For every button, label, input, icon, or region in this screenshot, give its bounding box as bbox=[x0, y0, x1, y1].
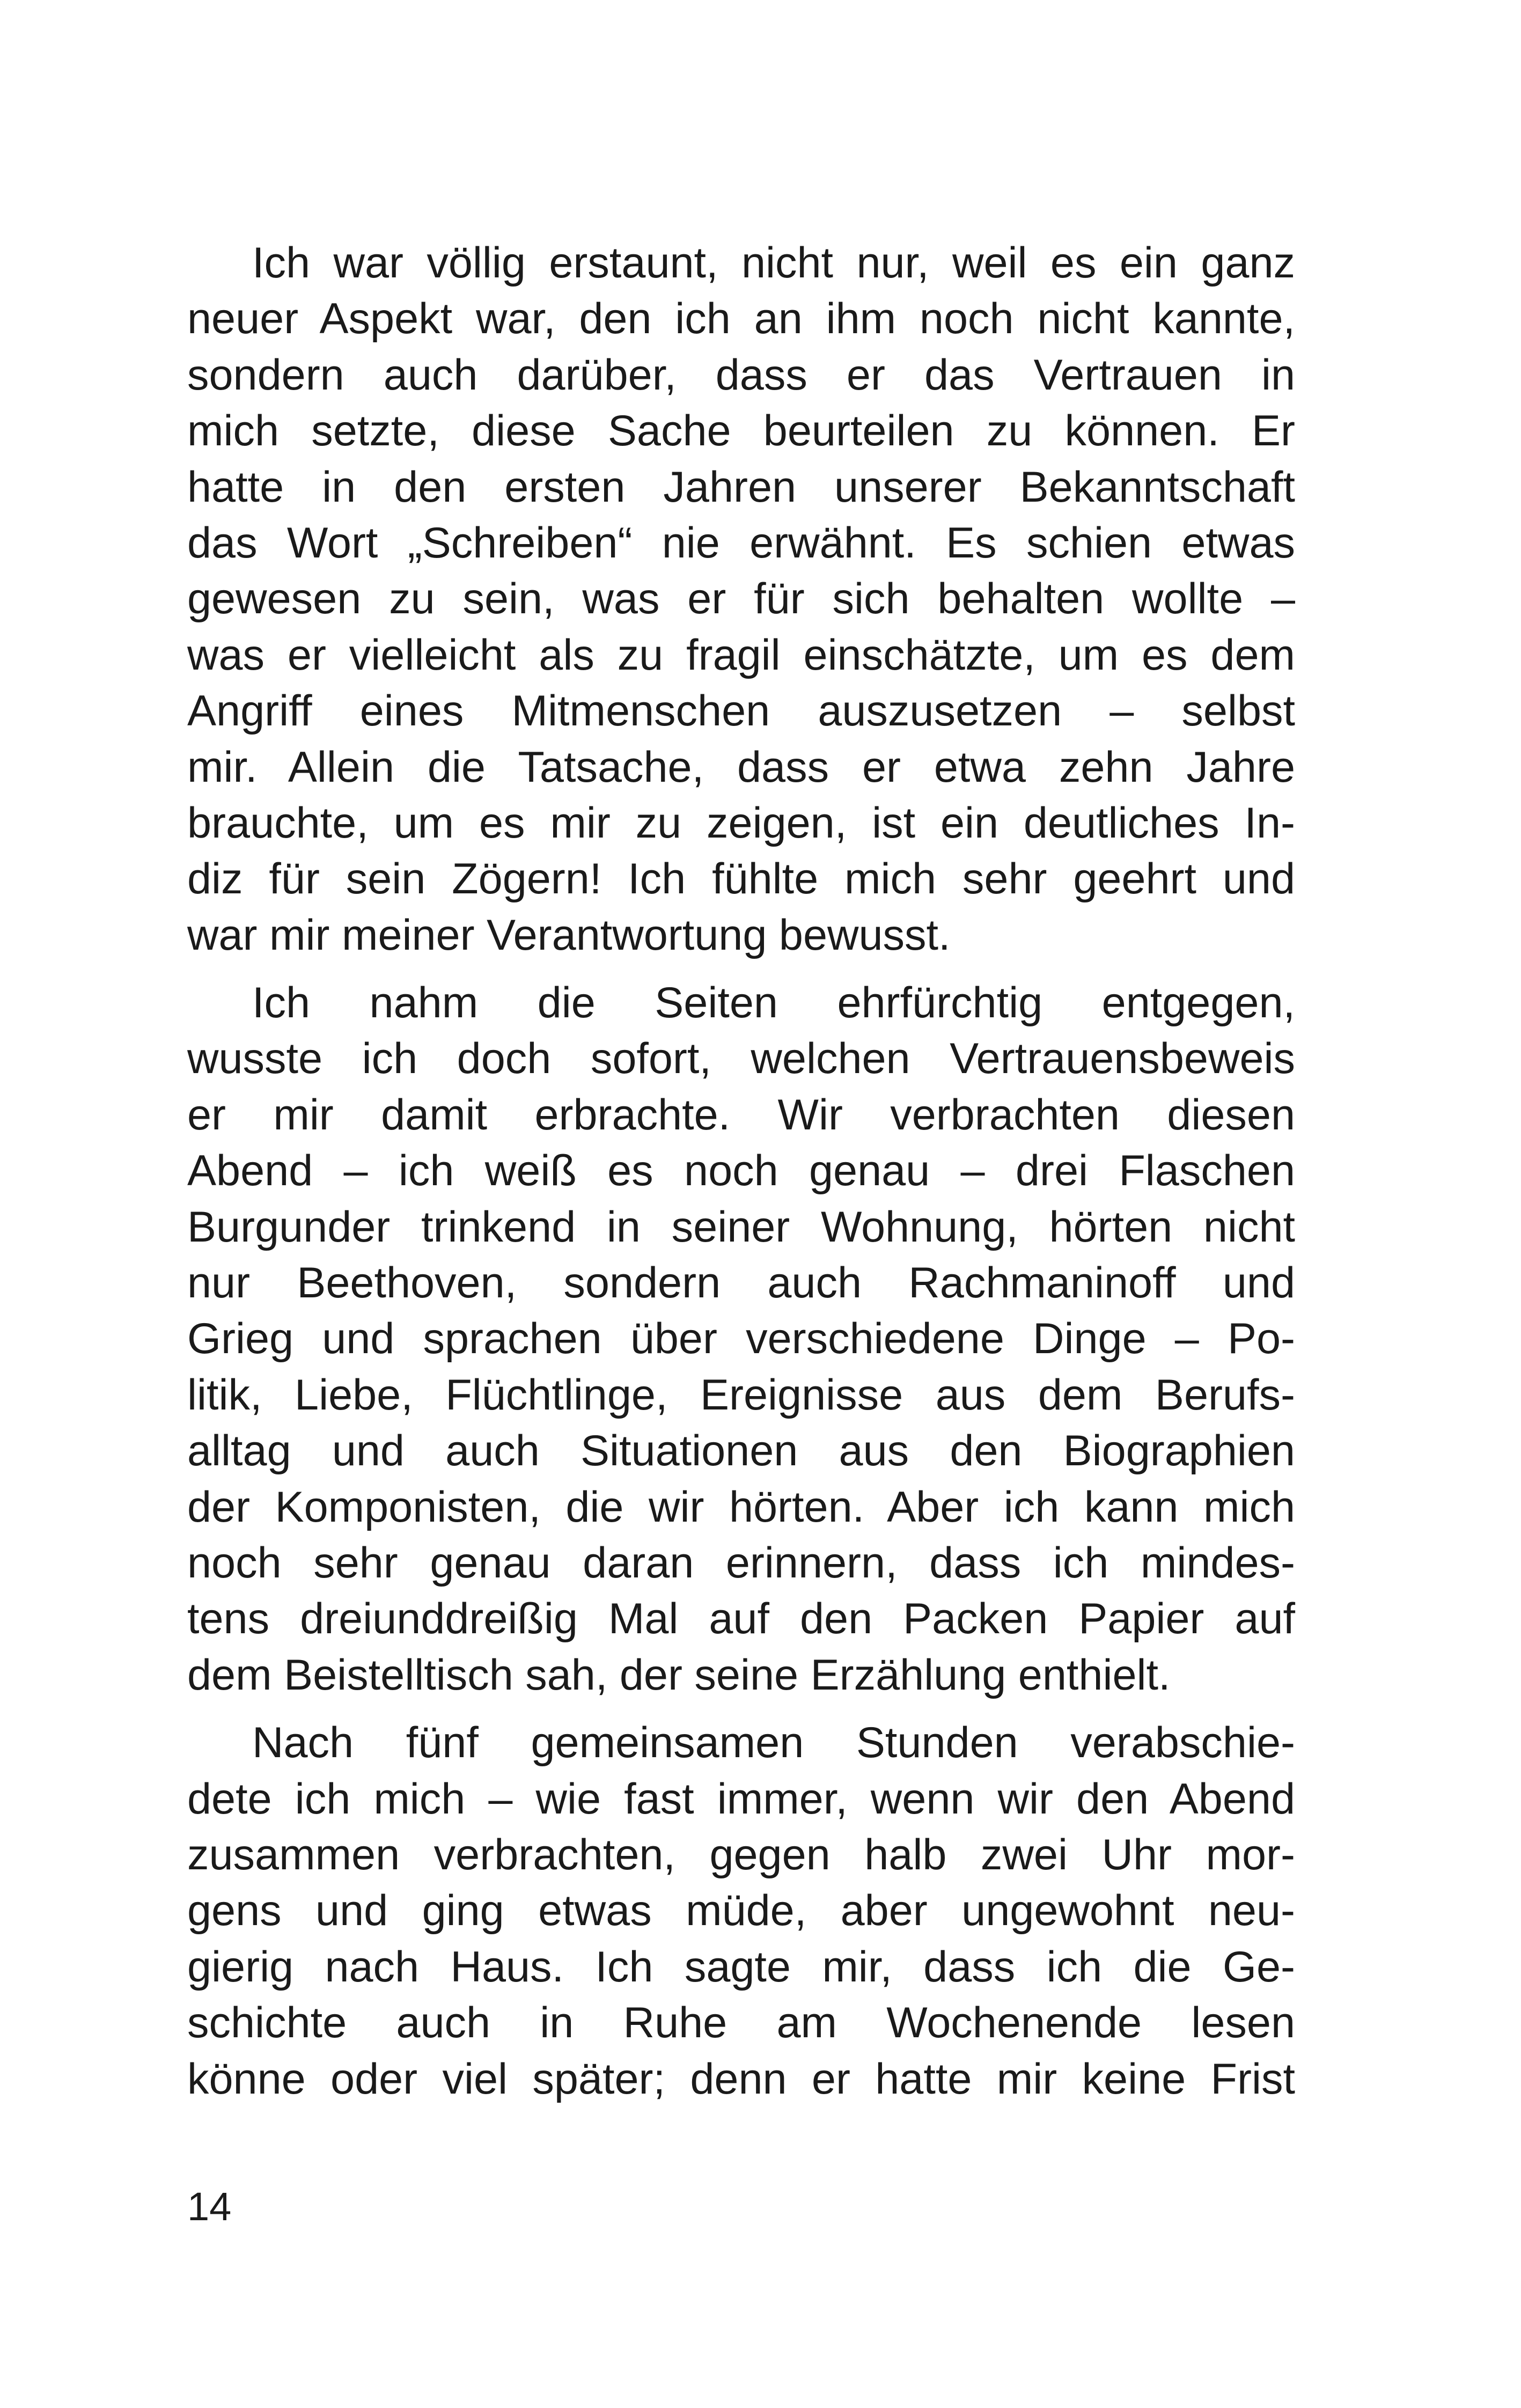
text-line: schichte auch in Ruhe am Wochenende lesen bbox=[187, 1999, 1295, 2047]
text-line: mir. Allein die Tatsache, dass er etwa zehn Jahre bbox=[187, 743, 1295, 791]
text-line: wusste ich doch sofort, welchen Vertrauensbeweis bbox=[187, 1034, 1295, 1083]
text-line: neuer Aspekt war, den ich an ihm noch nicht kannte, bbox=[187, 295, 1295, 343]
paragraph-2 bbox=[187, 975, 1295, 1703]
text-line: noch sehr genau daran erinnern, dass ich mindes- bbox=[187, 1538, 1295, 1587]
text-line: gierig nach Haus. Ich sagte mir, dass ich die Ge- bbox=[187, 1942, 1295, 1991]
text-line: könne oder viel später; denn er hatte mir keine Frist bbox=[187, 2054, 1295, 2103]
text-line: hatte in den ersten Jahren unserer Bekanntschaft bbox=[187, 462, 1295, 511]
paragraph-1 bbox=[187, 235, 1295, 963]
text-line: der Komponisten, die wir hörten. Aber ich kann mich bbox=[187, 1482, 1295, 1531]
text-line: nur Beethoven, sondern auch Rachmaninoff und bbox=[187, 1259, 1295, 1308]
page-number: 14 bbox=[187, 2184, 232, 2229]
text-line: zusammen verbrachten, gegen halb zwei Uhr mor- bbox=[187, 1830, 1295, 1879]
text-line: Ich war völlig erstaunt, nicht nur, weil es ein ganz bbox=[252, 239, 1295, 287]
text-line: mich setzte, diese Sache beurteilen zu können. Er bbox=[187, 407, 1295, 456]
text-line: das Wort „Schreiben“ nie erwähnt. Es schien etwas bbox=[187, 518, 1295, 567]
text-line: gewesen zu sein, was er für sich behalten wollte – bbox=[187, 575, 1295, 623]
text-line: war mir meiner Verantwortung bewusst. bbox=[187, 911, 951, 959]
text-line: Grieg und sprachen über verschiedene Dinge – Po- bbox=[187, 1315, 1295, 1363]
text-line: diz für sein Zögern! Ich fühlte mich sehr geehrt und bbox=[187, 855, 1295, 904]
text-line: Angriff eines Mitmenschen auszusetzen – selbst bbox=[187, 687, 1295, 736]
text-line: gens und ging etwas müde, aber ungewohnt neu- bbox=[187, 1886, 1295, 1935]
text-line: sondern auch darüber, dass er das Vertrauen in bbox=[187, 350, 1295, 399]
body-text bbox=[187, 235, 1295, 2107]
text-line: Burgunder trinkend in seiner Wohnung, hörten nicht bbox=[187, 1202, 1295, 1251]
text-line: alltag und auch Situationen aus den Biographien bbox=[187, 1427, 1295, 1475]
text-line: litik, Liebe, Flüchtlinge, Ereignisse aus dem Berufs- bbox=[187, 1370, 1295, 1419]
text-line: dete ich mich – wie fast immer, wenn wir den Abend bbox=[187, 1774, 1295, 1823]
text-line: Abend – ich weiß es noch genau – drei Flaschen bbox=[187, 1147, 1295, 1195]
text-line: Nach fünf gemeinsamen Stunden verabschie- bbox=[252, 1719, 1295, 1767]
text-line: dem Beistelltisch sah, der seine Erzählung enthielt. bbox=[187, 1650, 1171, 1699]
text-line: Ich nahm die Seiten ehrfürchtig entgegen, bbox=[252, 979, 1295, 1027]
text-line: er mir damit erbrachte. Wir verbrachten diesen bbox=[187, 1090, 1295, 1139]
text-line: brauchte, um es mir zu zeigen, ist ein deutliches In- bbox=[187, 798, 1295, 847]
paragraph-3 bbox=[187, 1715, 1295, 2107]
text-line: tens dreiunddreißig Mal auf den Packen Papier auf bbox=[187, 1595, 1295, 1643]
text-line: was er vielleicht als zu fragil einschätzte, um es dem bbox=[187, 630, 1295, 679]
